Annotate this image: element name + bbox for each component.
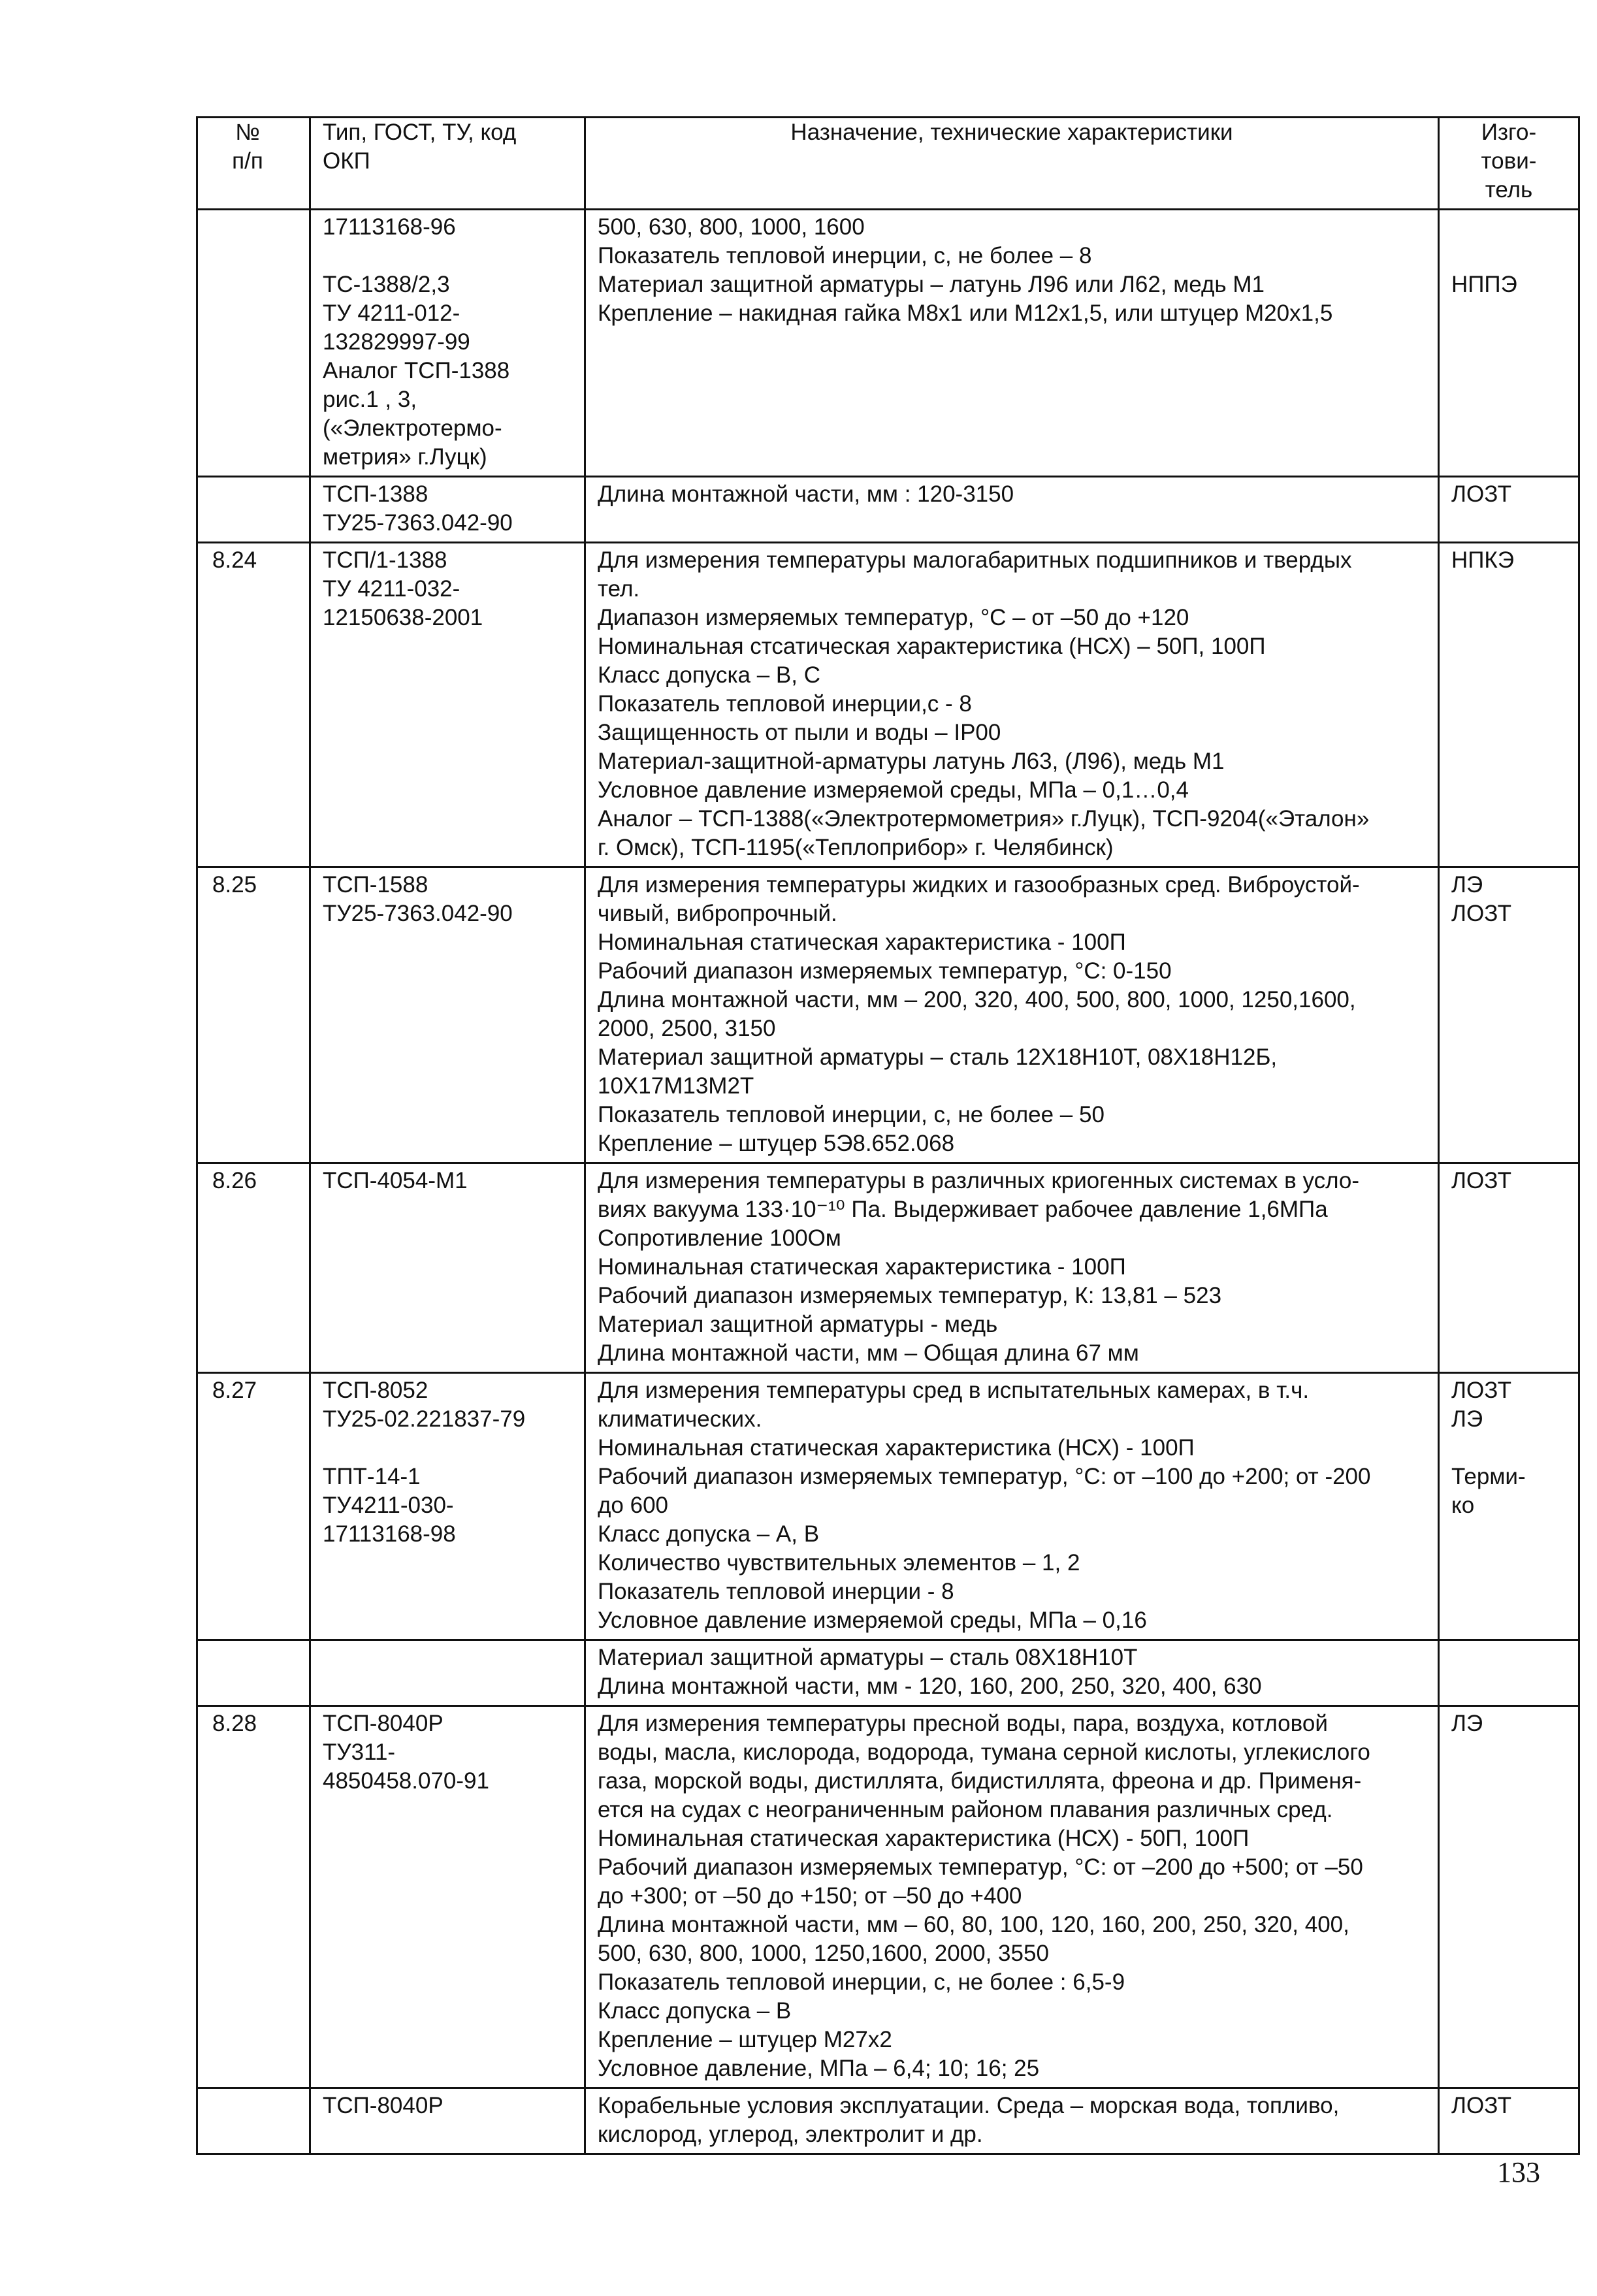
row-number <box>197 210 310 477</box>
row-purpose: Материал защитной арматуры – сталь 08Х18Н10Т Длина монтажной части, мм - 120, 160, 200, 250, 320, 400, 630 <box>585 1640 1439 1706</box>
header-purpose: Назначение, технические характеристики <box>585 118 1439 210</box>
row-type: ТСП-8040Р ТУ311- 4850458.070-91 <box>310 1706 585 2088</box>
row-purpose: Для измерения температуры в различных криогенных системах в усло- виях вакуума 133·10⁻¹⁰ Па. Выдерживает рабочее давление 1,6МПа Сопротивление 100Ом Номинальная статическая характеристика - 100П Рабочий диапазон измеряемых температур, К: 13,81 – 523 Материал защитной арматуры - медь Длина монтажной части, мм – Общая длина 67 мм <box>585 1163 1439 1373</box>
row-purpose: Для измерения температуры жидких и газообразных сред. Виброустой- чивый, вибропрочный. Номинальная статическая характеристика - 100П Рабочий диапазон измеряемых температур, °С: 0-150 Длина монтажной части, мм – 200, 320, 400, 500, 800, 1000, 1250,1600, 2000, 2500, 3150 Материал защитной арматуры – сталь 12Х18Н10Т, 08Х18Н12Б, 10Х17М13М2Т Показатель тепловой инерции, с, не более – 50 Крепление – штуцер 5Э8.652.068 <box>585 867 1439 1163</box>
row-maker: ЛОЗТ ЛЭ Терми- ко <box>1439 1373 1579 1640</box>
row-type: ТСП-1388 ТУ25-7363.042-90 <box>310 477 585 543</box>
table-row <box>197 2088 1579 2154</box>
header-type: Тип, ГОСТ, ТУ, код ОКП <box>310 118 585 210</box>
table-row <box>197 1163 1579 1373</box>
row-maker: ЛЭ ЛОЗТ <box>1439 867 1579 1163</box>
row-purpose: Для измерения температуры сред в испытательных камерах, в т.ч. климатических. Номинальная статическая характеристика (НСХ) - 100П Рабочий диапазон измеряемых температур, °С: от –100 до +200; от -200 до 600 Класс допуска – А, В Количество чувствительных элементов – 1, 2 Показатель тепловой инерции - 8 Условное давление измеряемой среды, МПа – 0,16 <box>585 1373 1439 1640</box>
header-maker: Изго- тови- тель <box>1439 118 1579 210</box>
table-row <box>197 210 1579 477</box>
row-maker <box>1439 1640 1579 1706</box>
header-number: № п/п <box>197 118 310 210</box>
row-number <box>197 477 310 543</box>
row-type: ТСП/1-1388 ТУ 4211-032- 12150638-2001 <box>310 543 585 867</box>
spec-table <box>196 116 1580 2155</box>
row-maker: НПКЭ <box>1439 543 1579 867</box>
row-maker: НППЭ <box>1439 210 1579 477</box>
row-type: ТСП-4054-М1 <box>310 1163 585 1373</box>
row-number <box>197 2088 310 2154</box>
row-type: 17113168-96 ТС-1388/2,3 ТУ 4211-012- 132829997-99 Аналог ТСП-1388 рис.1 , 3, («Электротермо- метрия» г.Луцк) <box>310 210 585 477</box>
row-purpose: Для измерения температуры пресной воды, пара, воздуха, котловой воды, масла, кислорода, водорода, тумана серной кислоты, углекислого газа, морской воды, дистиллята, бидистиллята, фреона и др. Применя- ется на судах с неограниченным районом плавания различных сред. Номинальная статическая характеристика (НСХ) - 50П, 100П Рабочий диапазон измеряемых температур, °С: от –200 до +500; от –50 до +300; от –50 до +150; от –50 до +400 Длина монтажной части, мм – 60, 80, 100, 120, 160, 200, 250, 320, 400, 500, 630, 800, 1000, 1250,1600, 2000, 3550 Показатель тепловой инерции, с, не более : 6,5-9 Класс допуска – В Крепление – штуцер М27х2 Условное давление, МПа – 6,4; 10; 16; 25 <box>585 1706 1439 2088</box>
row-purpose: Для измерения температуры малогабаритных подшипников и твердых тел. Диапазон измеряемых температур, °С – от –50 до +120 Номинальная стсатическая характеристика (НСХ) – 50П, 100П Класс допуска – В, С Показатель тепловой инерции,с - 8 Защищенность от пыли и воды – IP00 Материал-защитной-арматуры латунь Л63, (Л96), медь М1 Условное давление измеряемой среды, МПа – 0,1…0,4 Аналог – ТСП-1388(«Электротермометрия» г.Луцк), ТСП-9204(«Эталон» г. Омск), ТСП-1195(«Теплоприбор» г. Челябинск) <box>585 543 1439 867</box>
row-number: 8.26 <box>197 1163 310 1373</box>
row-number <box>197 1640 310 1706</box>
table-row <box>197 1373 1579 1640</box>
table-row <box>197 543 1579 867</box>
table-row <box>197 477 1579 543</box>
table-row <box>197 867 1579 1163</box>
row-number: 8.28 <box>197 1706 310 2088</box>
table-header-row <box>197 118 1579 210</box>
row-maker: ЛОЗТ <box>1439 477 1579 543</box>
row-maker: ЛОЗТ <box>1439 2088 1579 2154</box>
row-purpose: 500, 630, 800, 1000, 1600 Показатель тепловой инерции, с, не более – 8 Материал защитной арматуры – латунь Л96 или Л62, медь М1 Крепление – накидная гайка М8х1 или М12х1,5, или штуцер М20х1,5 <box>585 210 1439 477</box>
page-number: 133 <box>1497 2156 1540 2188</box>
row-type: ТСП-8040Р <box>310 2088 585 2154</box>
row-number: 8.25 <box>197 867 310 1163</box>
row-purpose: Длина монтажной части, мм : 120-3150 <box>585 477 1439 543</box>
row-number: 8.27 <box>197 1373 310 1640</box>
table-row <box>197 1640 1579 1706</box>
row-number: 8.24 <box>197 543 310 867</box>
row-maker: ЛОЗТ <box>1439 1163 1579 1373</box>
row-purpose: Корабельные условия эксплуатации. Среда – морская вода, топливо, кислород, углерод, электролит и др. <box>585 2088 1439 2154</box>
row-maker: ЛЭ <box>1439 1706 1579 2088</box>
row-type: ТСП-1588 ТУ25-7363.042-90 <box>310 867 585 1163</box>
table-row <box>197 1706 1579 2088</box>
row-type <box>310 1640 585 1706</box>
row-type: ТСП-8052 ТУ25-02.221837-79 ТПТ-14-1 ТУ4211-030- 17113168-98 <box>310 1373 585 1640</box>
